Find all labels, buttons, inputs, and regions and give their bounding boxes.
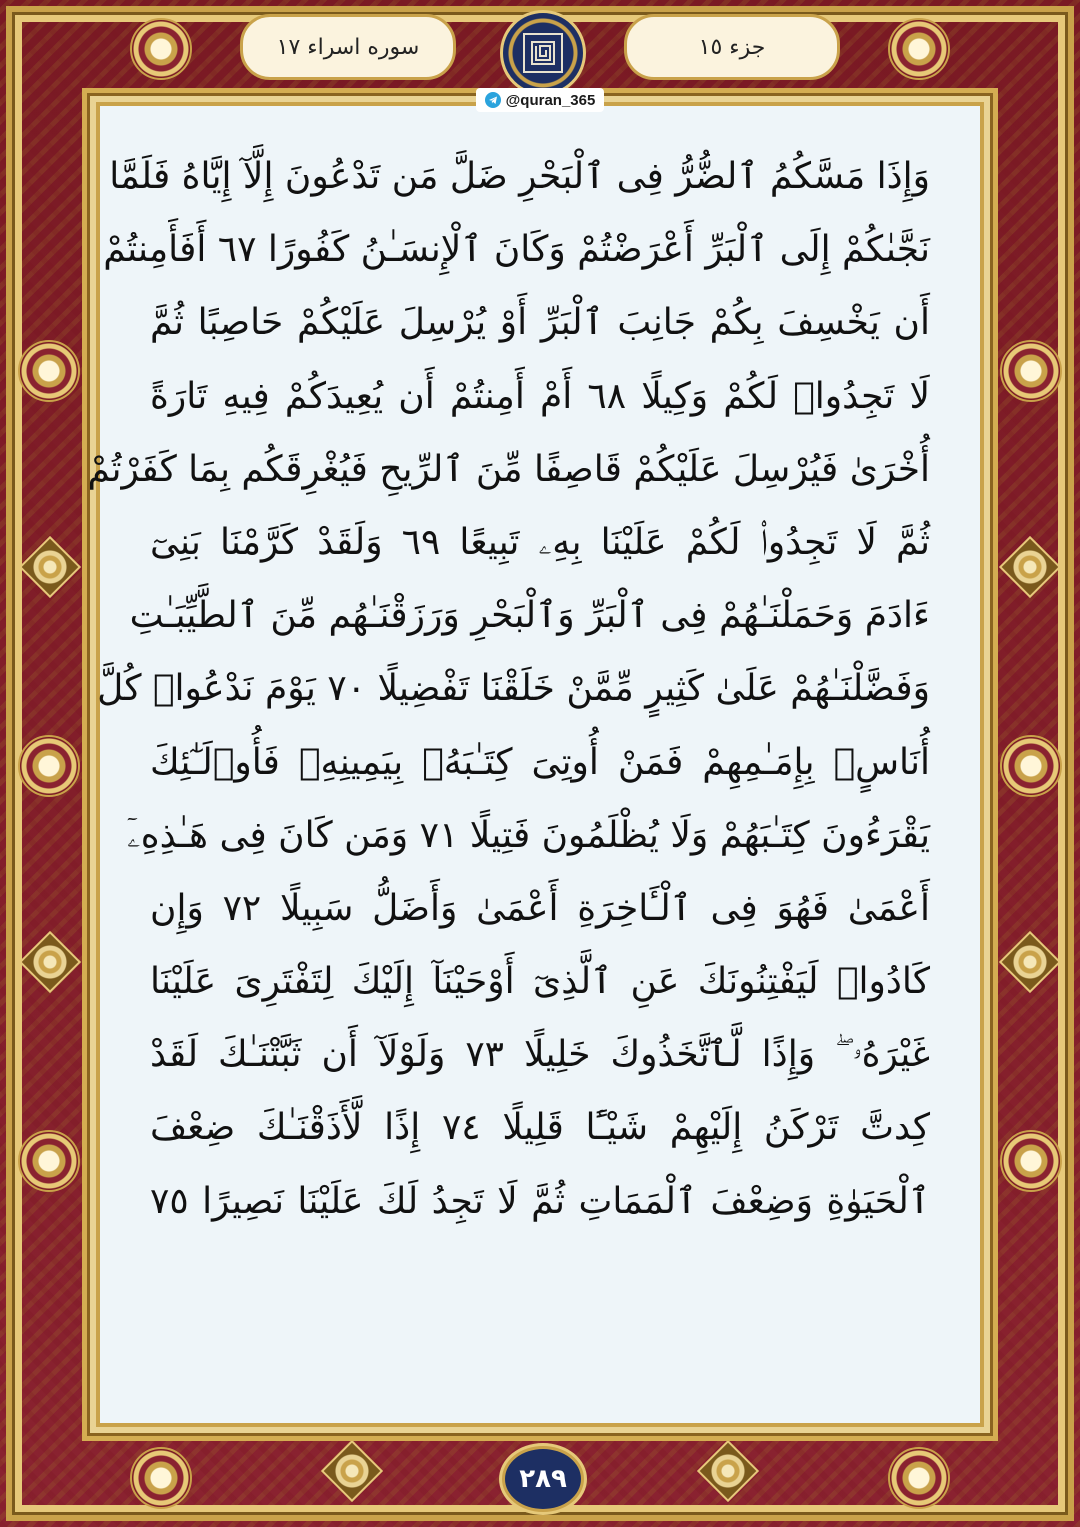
text-line: غَيْرَهُۥ ۖ وَإِذًا لَّٱتَّخَذُوكَ خَلِيلًا ٧٣ وَلَوْلَآ أَن ثَبَّتْنَـٰكَ لَقَدْ [150,1034,930,1076]
corner-medallion-bottom-right [888,1447,950,1509]
text-line: ثُمَّ لَا تَجِدُوا۟ لَكُمْ عَلَيْنَا بِهِۦ تَبِيعًا ٦٩ وَلَقَدْ كَرَّمْنَا بَنِىٓ [150,521,930,563]
text-line: وَفَضَّلْنَـٰهُمْ عَلَىٰ كَثِيرٍ مِّمَّنْ خَلَقْنَا تَفْضِيلًا ٧٠ يَوْمَ نَدْعُوا۟ كُلَّ [97,668,930,710]
kufic-square-icon [523,33,563,73]
text-line: نَجَّىٰكُمْ إِلَى ٱلْبَرِّ أَعْرَضْتُمْ وَكَانَ ٱلْإِنسَـٰنُ كَفُورًا ٦٧ أَفَأَمِنتُمْ [103,229,930,271]
text-line: ءَادَمَ وَحَمَلْنَـٰهُمْ فِى ٱلْبَرِّ وَٱلْبَحْرِ وَرَزَقْنَـٰهُم مِّنَ ٱلطَّيِّبَـٰتِ [129,595,930,637]
text-line: أَن يَخْسِفَ بِكُمْ جَانِبَ ٱلْبَرِّ أَوْ يُرْسِلَ عَلَيْكُمْ حَاصِبًا ثُمَّ [150,302,930,344]
text-line: أَعْمَىٰ فَهُوَ فِى ٱلْـَٔاخِرَةِ أَعْمَىٰ وَأَضَلُّ سَبِيلًا ٧٢ وَإِن [150,887,930,929]
side-medallion-left-2 [18,735,80,797]
surah-label: سوره اسراء ١٧ [276,34,420,60]
side-medallion-right-3 [1000,1130,1062,1192]
text-line: لَا تَجِدُوا۟ لَكُمْ وَكِيلًا ٦٨ أَمْ أَمِنتُمْ أَن يُعِيدَكُمْ فِيهِ تَارَةً [150,375,930,417]
calligraphy-emblem [500,10,586,96]
surah-header [240,14,456,80]
text-line: أُنَاسٍۭ بِإِمَـٰمِهِمْ فَمَنْ أُوتِىَ كِتَـٰبَهُۥ بِيَمِينِهِۦ فَأُو۟لَـٰٓئِكَ [150,741,930,783]
channel-handle-text: @quran_365 [505,91,596,109]
side-medallion-right-2 [1000,735,1062,797]
text-line: يَقْرَءُونَ كِتَـٰبَهُمْ وَلَا يُظْلَمُونَ فَتِيلًا ٧١ وَمَن كَانَ فِى هَـٰذِهِۦٓ [127,814,930,856]
side-medallion-left-3 [18,1130,80,1192]
page-number-text: ٢٨٩ [519,1464,567,1494]
side-medallion-right-1 [1000,340,1062,402]
page-number [502,1446,584,1512]
text-line: كَادُوا۟ لَيَفْتِنُونَكَ عَنِ ٱلَّذِىٓ أَوْحَيْنَآ إِلَيْكَ لِتَفْتَرِىَ عَلَيْنَا [150,961,930,1003]
channel-handle[interactable] [476,88,604,112]
side-medallion-left-1 [18,340,80,402]
text-line: ٱلْحَيَوٰةِ وَضِعْفَ ٱلْمَمَاتِ ثُمَّ لَا تَجِدُ لَكَ عَلَيْنَا نَصِيرًا ٧٥ [150,1180,930,1222]
telegram-icon [485,92,501,108]
quran-text [87,140,930,1238]
text-line: وَإِذَا مَسَّكُمُ ٱلضُّرُّ فِى ٱلْبَحْرِ ضَلَّ مَن تَدْعُونَ إِلَّآ إِيَّاهُ فَلَمَّا [109,156,930,197]
corner-medallion-top-right [888,18,950,80]
corner-medallion-bottom-left [130,1447,192,1509]
juz-header [624,14,840,80]
corner-medallion-top-left [130,18,192,80]
text-line: كِدتَّ تَرْكَنُ إِلَيْهِمْ شَيْـًٔا قَلِيلًا ٧٤ إِذًا لَّأَذَقْنَـٰكَ ضِعْفَ [150,1107,930,1149]
juz-label: جزء ١٥ [698,34,766,60]
text-line: أُخْرَىٰ فَيُرْسِلَ عَلَيْكُمْ قَاصِفًا مِّنَ ٱلرِّيحِ فَيُغْرِقَكُم بِمَا كَفَرْتُمْ [87,448,930,490]
